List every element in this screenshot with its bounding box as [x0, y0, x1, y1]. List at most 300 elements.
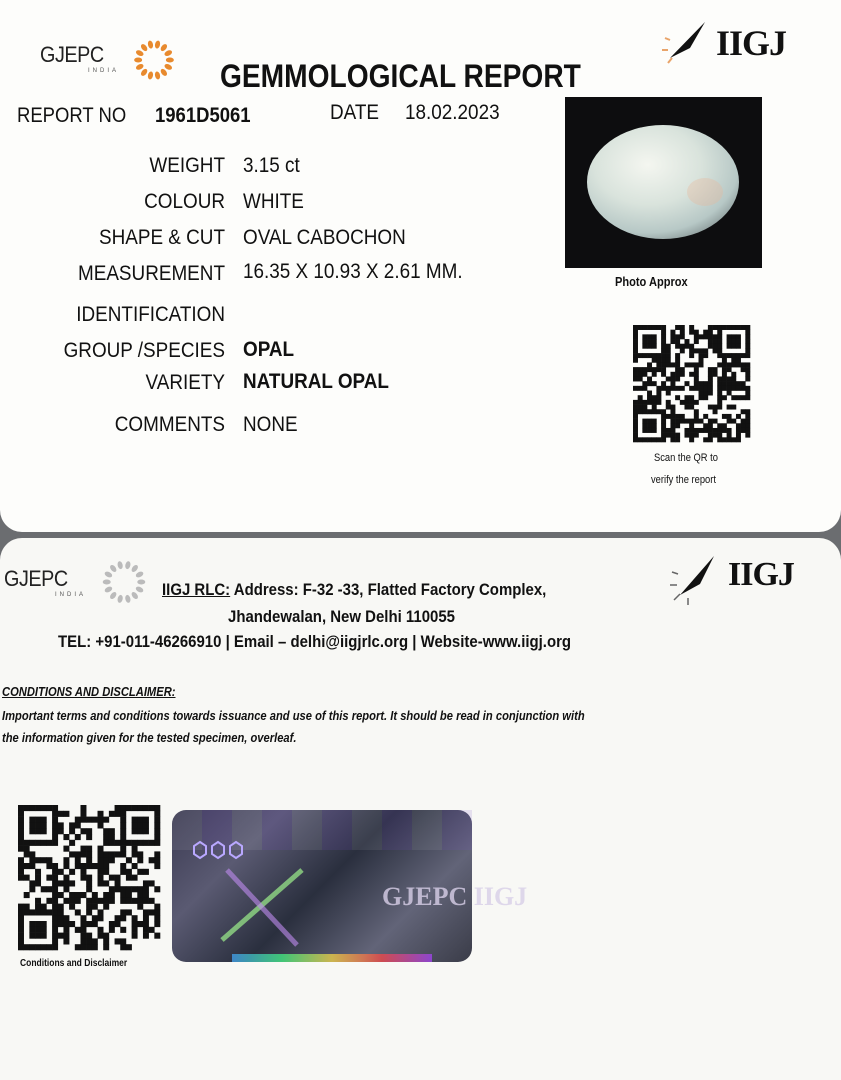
qr-module: [638, 367, 643, 372]
qr-module: [18, 811, 24, 817]
qr-module: [80, 915, 86, 921]
qr-module: [731, 372, 736, 377]
qr-module: [638, 409, 643, 414]
qr-module: [656, 409, 661, 414]
qr-module: [143, 898, 149, 904]
qr-module: [92, 892, 98, 898]
qr-module: [52, 892, 58, 898]
qr-module: [18, 817, 24, 823]
qr-module: [703, 437, 708, 442]
gjepc-logo: GJEPC: [4, 566, 68, 591]
qr-module: [741, 409, 746, 414]
qr-module: [666, 386, 671, 391]
qr-module: [41, 921, 47, 927]
qr-module: [69, 851, 75, 857]
qr-module: [717, 353, 722, 358]
qr-module: [694, 428, 699, 433]
qr-module: [647, 395, 652, 400]
qr-module: [154, 805, 160, 811]
qr-module: [731, 344, 736, 349]
qr-module: [670, 330, 675, 335]
sunburst-petal: [117, 561, 124, 570]
qr-module: [736, 353, 741, 358]
qr-module: [675, 395, 680, 400]
qr-module: [46, 909, 52, 915]
qr-module: [63, 938, 69, 944]
qr-module: [109, 851, 115, 857]
qr-module: [642, 334, 647, 339]
qr-module: [633, 419, 638, 424]
qr-module: [680, 334, 685, 339]
qr-module: [731, 395, 736, 400]
verify-qr-code[interactable]: [633, 325, 750, 442]
qr-module: [745, 367, 750, 372]
qr-module: [661, 358, 666, 363]
qr-module: [35, 898, 41, 904]
qr-module: [736, 339, 741, 344]
qr-module: [633, 344, 638, 349]
qr-module: [699, 395, 704, 400]
qr-module: [642, 339, 647, 344]
qr-module: [684, 433, 689, 438]
qr-module: [666, 405, 671, 410]
qr-module: [29, 909, 35, 915]
qr-module: [675, 433, 680, 438]
qr-module: [24, 944, 30, 950]
qr-module: [103, 840, 109, 846]
qr-module: [708, 433, 713, 438]
qr-module: [63, 927, 69, 933]
qr-module: [154, 904, 160, 910]
qr-module: [713, 405, 718, 410]
qr-module: [24, 863, 30, 869]
qr-module: [35, 869, 41, 875]
qr-module: [694, 372, 699, 377]
qr-module: [29, 863, 35, 869]
qr-module: [722, 428, 727, 433]
qr-module: [120, 938, 126, 944]
qr-module: [699, 428, 704, 433]
iigj-arrow-icon: [668, 550, 718, 610]
address-text: Address: F-32 -33, Flatted Factory Complex,: [230, 580, 547, 599]
qr-module: [18, 904, 24, 910]
qr-module: [143, 909, 149, 915]
qr-module: [126, 909, 132, 915]
qr-module: [661, 437, 666, 442]
qr-module: [120, 915, 126, 921]
qr-module: [24, 875, 30, 881]
qr-module: [126, 944, 132, 950]
qr-module: [661, 334, 666, 339]
qr-module: [745, 372, 750, 377]
qr-module: [98, 846, 104, 852]
qr-module: [98, 863, 104, 869]
qr-module: [745, 362, 750, 367]
qr-module: [143, 921, 149, 927]
qr-module: [35, 817, 41, 823]
qr-module: [18, 921, 24, 927]
gjepc-sunburst-icon: [132, 38, 176, 82]
qr-module: [109, 886, 115, 892]
qr-module: [75, 892, 81, 898]
qr-module: [149, 840, 155, 846]
qr-module: [52, 938, 58, 944]
comments-value: NONE: [243, 413, 298, 436]
qr-module: [86, 851, 92, 857]
qr-module: [69, 921, 75, 927]
qr-module: [684, 381, 689, 386]
qr-module: [29, 817, 35, 823]
qr-module: [652, 367, 657, 372]
qr-module: [731, 405, 736, 410]
qr-module: [699, 381, 704, 386]
qr-module: [713, 433, 718, 438]
qr-module: [80, 846, 86, 852]
sunburst-petal: [159, 68, 168, 77]
qr-module: [694, 376, 699, 381]
qr-module: [46, 898, 52, 904]
qr-module: [29, 822, 35, 828]
qr-module: [18, 875, 24, 881]
qr-module: [717, 348, 722, 353]
qr-module: [633, 330, 638, 335]
conditions-qr-code[interactable]: [18, 805, 160, 950]
qr-module: [52, 817, 58, 823]
qr-module: [18, 834, 24, 840]
sunburst-petal: [166, 58, 174, 63]
qr-module: [109, 811, 115, 817]
qr-module: [656, 325, 661, 330]
qr-module: [652, 423, 657, 428]
qr-module: [132, 805, 138, 811]
qr-module: [642, 405, 647, 410]
qr-module: [736, 433, 741, 438]
qr-module: [642, 372, 647, 377]
qr-module: [731, 419, 736, 424]
qr-module: [661, 423, 666, 428]
qr-module: [666, 391, 671, 396]
qr-module: [52, 828, 58, 834]
qr-module: [661, 409, 666, 414]
qr-module: [80, 927, 86, 933]
qr-module: [647, 344, 652, 349]
qr-module: [699, 391, 704, 396]
qr-module: [642, 325, 647, 330]
qr-module: [126, 840, 132, 846]
weight-value: 3.15 ct: [243, 154, 300, 177]
qr-module: [18, 944, 24, 950]
measurement-value: 16.35 X 10.93 X 2.61 MM.: [243, 260, 463, 283]
qr-module: [694, 400, 699, 405]
qr-module: [675, 334, 680, 339]
qr-module: [652, 372, 657, 377]
qr-module: [137, 898, 143, 904]
qr-module: [126, 875, 132, 881]
qr-module: [80, 863, 86, 869]
qr-module: [642, 409, 647, 414]
qr-module: [666, 433, 671, 438]
qr-module: [736, 344, 741, 349]
qr-module: [29, 851, 35, 857]
qr-module: [699, 334, 704, 339]
qr-module: [652, 428, 657, 433]
qr-module: [92, 938, 98, 944]
qr-module: [689, 344, 694, 349]
qr-module: [132, 875, 138, 881]
qr-module: [120, 851, 126, 857]
qr-module: [708, 367, 713, 372]
qr-module: [666, 344, 671, 349]
qr-module: [708, 339, 713, 344]
qr-module: [120, 892, 126, 898]
qr-module: [120, 828, 126, 834]
qr-module: [638, 405, 643, 410]
qr-module: [98, 817, 104, 823]
qr-module: [115, 921, 121, 927]
qr-module: [708, 386, 713, 391]
qr-module: [666, 362, 671, 367]
gjepc-logo: GJEPC: [40, 42, 104, 67]
qr-module: [661, 367, 666, 372]
qr-module: [675, 367, 680, 372]
qr-module: [708, 419, 713, 424]
qr-module: [126, 892, 132, 898]
qr-module: [670, 423, 675, 428]
qr-module: [132, 898, 138, 904]
qr-module: [109, 875, 115, 881]
qr-module: [713, 367, 718, 372]
qr-module: [703, 334, 708, 339]
qr-module: [80, 851, 86, 857]
qr-module: [109, 898, 115, 904]
qr-module: [633, 348, 638, 353]
date-label: DATE: [330, 101, 380, 124]
qr-module: [154, 863, 160, 869]
sunburst-petal: [103, 580, 111, 585]
qr-module: [24, 846, 30, 852]
qr-module: [741, 381, 746, 386]
qr-module: [86, 886, 92, 892]
qr-module: [736, 381, 741, 386]
qr-module: [727, 405, 732, 410]
qr-module: [149, 909, 155, 915]
qr-module: [143, 805, 149, 811]
qr-module: [694, 433, 699, 438]
sunburst-petal: [134, 58, 142, 63]
qr-module: [694, 362, 699, 367]
qr-module: [63, 875, 69, 881]
qr-caption-line2: verify the report: [651, 474, 716, 486]
qr-module: [717, 362, 722, 367]
qr-module: [689, 423, 694, 428]
qr-module: [41, 933, 47, 939]
qr-module: [120, 846, 126, 852]
qr-module: [35, 805, 41, 811]
qr-module: [633, 386, 638, 391]
gjepc-logo-sub: INDIA: [88, 68, 120, 74]
qr-module: [154, 840, 160, 846]
qr-module: [713, 339, 718, 344]
qr-module: [727, 437, 732, 442]
colour-value: WHITE: [243, 190, 304, 213]
qr-module: [52, 863, 58, 869]
qr-module: [92, 944, 98, 950]
qr-module: [154, 933, 160, 939]
qr-module: [18, 828, 24, 834]
qr-module: [722, 372, 727, 377]
qr-module: [670, 381, 675, 386]
qr-module: [98, 869, 104, 875]
qr-module: [633, 376, 638, 381]
qr-module: [652, 437, 657, 442]
qr-module: [661, 348, 666, 353]
qr-module: [717, 330, 722, 335]
gjepc-sunburst-icon: [100, 558, 148, 606]
qr-module: [35, 927, 41, 933]
qr-module: [137, 857, 143, 863]
sunburst-petal: [104, 571, 113, 579]
measurement-label: MEASUREMENT: [77, 262, 225, 285]
qr-module: [41, 944, 47, 950]
qr-module: [717, 400, 722, 405]
qr-module: [722, 325, 727, 330]
qr-module: [132, 863, 138, 869]
qr-module: [745, 409, 750, 414]
qr-module: [731, 358, 736, 363]
qr-module: [149, 805, 155, 811]
qr-module: [680, 400, 685, 405]
address-label: IIGJ RLC:: [162, 580, 231, 599]
qr-module: [647, 409, 652, 414]
qr-module: [63, 886, 69, 892]
qr-module: [143, 886, 149, 892]
qr-module: [675, 353, 680, 358]
qr-module: [727, 362, 732, 367]
conditions-text-line1: Important terms and conditions towards issuance and use of this report. It should be read in conjunction with: [2, 708, 585, 723]
qr-module: [52, 904, 58, 910]
qr-module: [46, 886, 52, 892]
qr-module: [670, 428, 675, 433]
qr-module: [708, 376, 713, 381]
qr-module: [52, 898, 58, 904]
qr-module: [661, 433, 666, 438]
qr-module: [647, 325, 652, 330]
qr-module: [642, 428, 647, 433]
qr-module: [680, 348, 685, 353]
qr-module: [638, 325, 643, 330]
sunburst-petal: [125, 594, 132, 603]
hologram-text: GJEPC IIGJ: [382, 882, 528, 911]
qr-module: [149, 857, 155, 863]
qr-module: [745, 391, 750, 396]
qr-module: [633, 437, 638, 442]
sunburst-petal: [159, 43, 168, 52]
qr-module: [717, 405, 722, 410]
qr-module: [745, 353, 750, 358]
qr-module: [661, 344, 666, 349]
qr-module: [35, 857, 41, 863]
qr-module: [656, 362, 661, 367]
qr-module: [666, 376, 671, 381]
qr-module: [103, 851, 109, 857]
conditions-qr-caption: Conditions and Disclaimer: [20, 958, 128, 969]
qr-module: [75, 927, 81, 933]
qr-module: [652, 400, 657, 405]
qr-module: [24, 840, 30, 846]
qr-module: [736, 362, 741, 367]
qr-module: [41, 805, 47, 811]
qr-module: [35, 875, 41, 881]
qr-module: [745, 395, 750, 400]
qr-module: [694, 339, 699, 344]
qr-module: [137, 822, 143, 828]
qr-module: [689, 372, 694, 377]
qr-module: [98, 898, 104, 904]
qr-module: [642, 400, 647, 405]
qr-module: [137, 851, 143, 857]
qr-module: [103, 834, 109, 840]
qr-module: [154, 834, 160, 840]
qr-module: [92, 904, 98, 910]
qr-module: [680, 372, 685, 377]
sunburst-petal: [135, 63, 144, 71]
qr-module: [103, 898, 109, 904]
qr-module: [745, 339, 750, 344]
qr-module: [115, 886, 121, 892]
qr-module: [670, 386, 675, 391]
qr-module: [675, 358, 680, 363]
qr-module: [137, 904, 143, 910]
qr-module: [745, 330, 750, 335]
qr-module: [69, 904, 75, 910]
qr-module: [80, 875, 86, 881]
qr-module: [103, 828, 109, 834]
qr-module: [731, 381, 736, 386]
qr-module: [652, 353, 657, 358]
qr-module: [741, 423, 746, 428]
qr-module: [661, 325, 666, 330]
qr-module: [35, 822, 41, 828]
qr-module: [666, 353, 671, 358]
sunburst-petal: [135, 586, 144, 594]
qr-module: [52, 805, 58, 811]
qr-module: [132, 846, 138, 852]
qr-module: [149, 880, 155, 886]
qr-module: [132, 886, 138, 892]
qr-module: [52, 933, 58, 939]
qr-module: [24, 805, 30, 811]
conditions-heading: CONDITIONS AND DISCLAIMER:: [2, 684, 176, 699]
qr-module: [633, 400, 638, 405]
qr-module: [58, 921, 64, 927]
qr-module: [46, 840, 52, 846]
qr-module: [58, 933, 64, 939]
qr-module: [694, 330, 699, 335]
qr-module: [41, 817, 47, 823]
qr-module: [708, 330, 713, 335]
qr-module: [703, 395, 708, 400]
qr-module: [689, 325, 694, 330]
security-hologram: [172, 810, 528, 962]
qr-module: [670, 334, 675, 339]
qr-module: [46, 805, 52, 811]
qr-module: [633, 339, 638, 344]
qr-module: [92, 898, 98, 904]
qr-module: [727, 353, 732, 358]
qr-module: [727, 334, 732, 339]
qr-module: [647, 400, 652, 405]
qr-module: [633, 334, 638, 339]
